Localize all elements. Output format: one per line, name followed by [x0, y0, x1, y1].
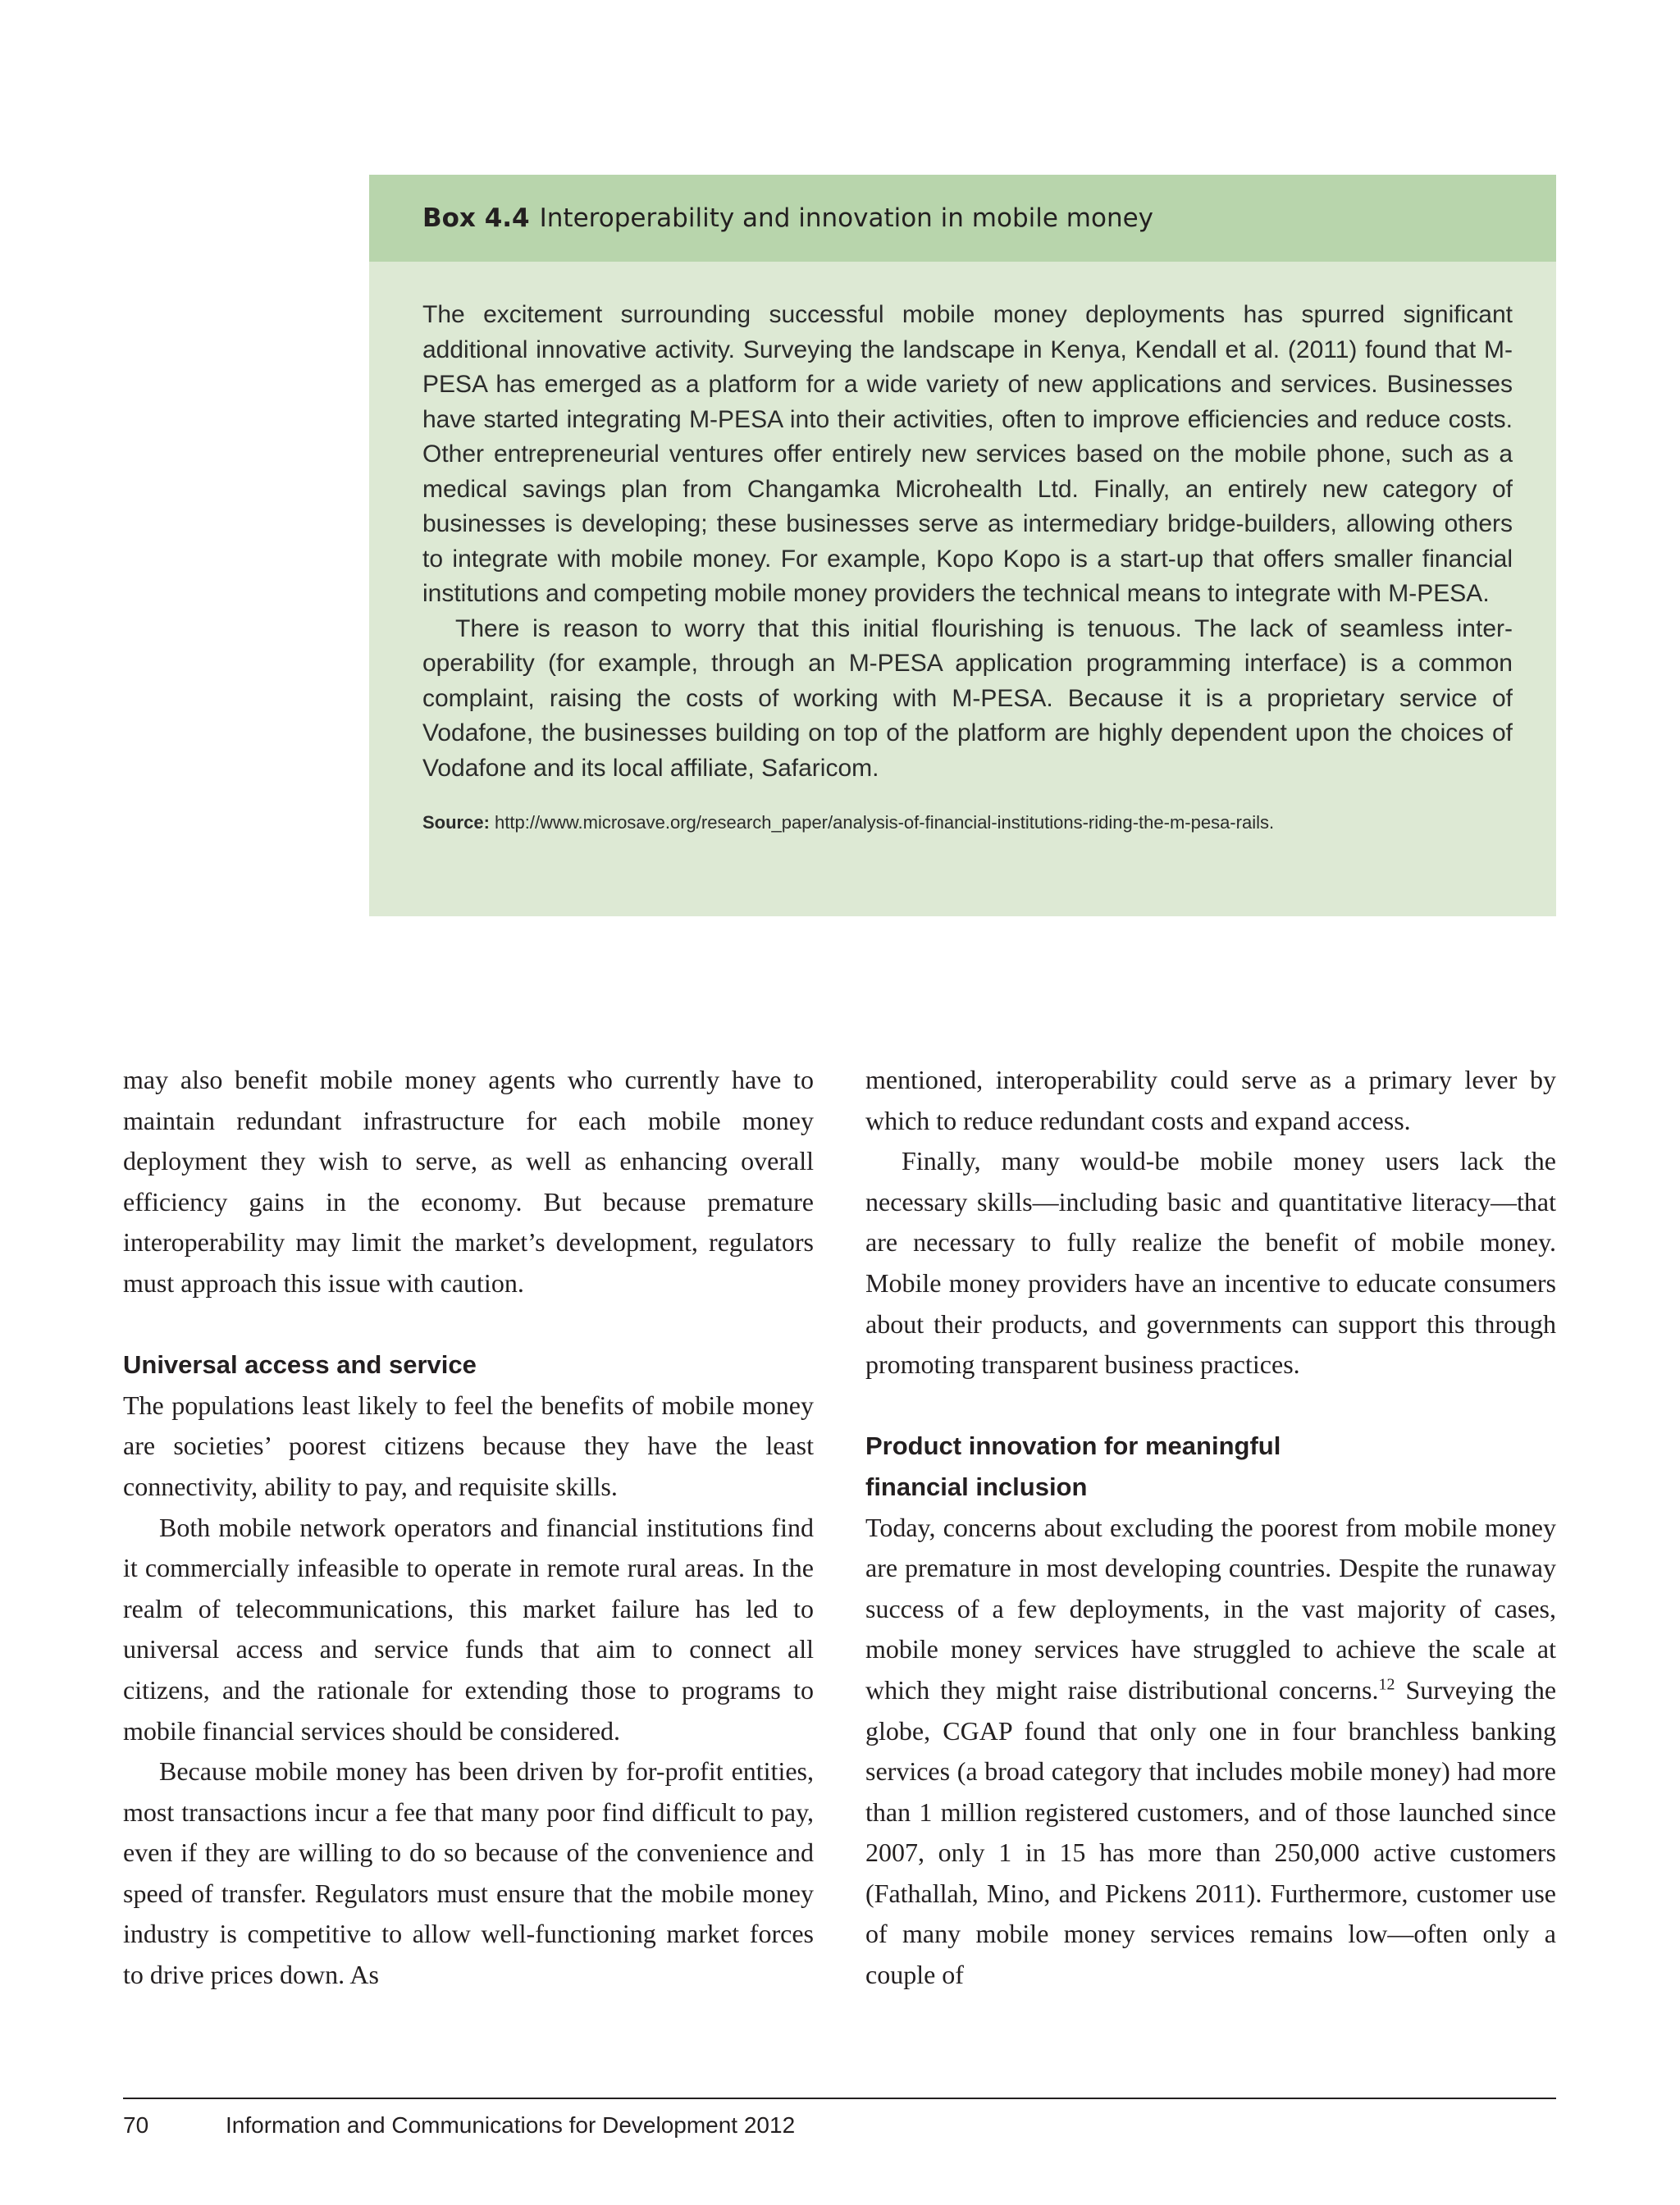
section-heading: Universal access and service [123, 1350, 477, 1380]
body-paragraph: Because mobile money has been driven by for-profit entities, most transactions incur a fee that many poor find difficult to pay, even if they are willing to do so because of the convenience and speed of transfer. Regulators must ensure that the mobile money industry is competitive to allow well-functioning market forces to drive prices down. As [123, 1756, 814, 1990]
paragraph-text: Surveying the globe, CGAP found that only one in four branchless banking services (a broad category that includes mobile money) had more than 1 million registered customers, and of those launched since 2007, only 1 in 15 has more than 250,000 active customers (Fathallah, Mino, and Pickens 2011). Furthermore, customer use of many mobile money services remains low—often only a couple of [865, 1674, 1557, 1990]
box-source [422, 810, 1513, 835]
paragraph-text: Today, concerns about excluding the poorest from mobile money are premature in most developing countries. Despite the runaway success of a few deployments, in the vast majority of cases, mobile money services have struggled to achieve the scale at which they might raise distributional concerns. [865, 1512, 1556, 1705]
body-paragraph: mentioned, interoperability could serve as a primary lever by which to reduce redundant costs and expand access. [865, 1065, 1556, 1135]
source-url: http://www.microsave.org/research_paper/analysis-of-financial-institutions-riding-the-m-pesa-rails. [495, 812, 1275, 833]
box-title: Interoperability and innovation in mobile money [539, 203, 1154, 233]
right-column [865, 1060, 1556, 1996]
footer-rule [123, 2098, 1556, 2099]
box-number: Box 4.4 [422, 203, 530, 233]
box-header [369, 175, 1556, 262]
section-heading [865, 1426, 1556, 1507]
publication-title: Information and Communications for Development 2012 [226, 2112, 796, 2138]
source-label: Source: [422, 812, 490, 833]
left-column [123, 1060, 814, 1996]
body-paragraph: may also benefit mobile money agents who currently have to maintain redundant infrastructure for each mobile money deployment they wish to serve, as well as enhancing overall efficiency gains in the economy. But because premature interoperability may limit the market’s development, regulators must approach this issue with caution. [123, 1065, 814, 1298]
body-paragraph: The populations least likely to feel the benefits of mobile money are societies’ poorest citizens because they have the least connectivity, ability to pay, and requisite skills. [123, 1390, 814, 1501]
body-paragraph: Finally, many would-be mobile money users lack the necessary skills—including basic and quantitative literacy—that are necessary to fully realize the benefit of mobile money. Mobile money providers have an incentive to educate consumers about their products, and governments can support this through promoting transparent business practices. [865, 1146, 1556, 1380]
box-4-4 [369, 175, 1556, 916]
box-paragraph: There is reason to worry that this initial flourishing is tenuous. The lack of seamless interoperability (for example, through an M-PESA application programming interface) is a common complaint, raising the costs of working with M-PESA. Because it is a proprietary service of Vodafone, the businesses building on top of the platform are highly dependent upon the choices of Vodafone and its local affiliate, Safaricom. [422, 614, 1513, 782]
footnote-marker: 12 [1378, 1675, 1395, 1694]
box-body [369, 262, 1556, 835]
page-number: 70 [123, 2112, 149, 2138]
box-paragraph: The excitement surrounding successful mobile money deployments has spurred significant additional innovative activity. Surveying the landscape in Kenya, Kendall et al. (2011) found that M-PESA has emerged as a platform for a wide variety of new applications and services. Businesses have started integrating M-PESA into their activities, often to improve efficiencies and reduce costs. Other entrepreneurial ventures offer entirely new services based on the mobile phone, such as a medical savings plan from Changamka Microhealth Ltd. Finally, an entirely new category of businesses is developing; these businesses serve as intermediary bridge-builders, allowing others to integrate with mobile money. For example, Kopo Kopo is a start-up that offers smaller financial institutions and competing mobile money providers the technical means to integrate with M-PESA. [422, 301, 1513, 607]
section-heading-line: financial inclusion [865, 1472, 1088, 1501]
body-paragraph: Both mobile network operators and financial institutions find it commercially infeasible to operate in remote rural areas. In the realm of telecommunications, this market failure has led to universal access and service funds that aim to connect all citizens, and the rationale for extending those to programs to mobile financial services should be considered. [123, 1512, 814, 1746]
page-footer [123, 2112, 795, 2139]
section-heading-line: Product innovation for meaningful [865, 1431, 1281, 1461]
body-paragraph [865, 1508, 1556, 1996]
